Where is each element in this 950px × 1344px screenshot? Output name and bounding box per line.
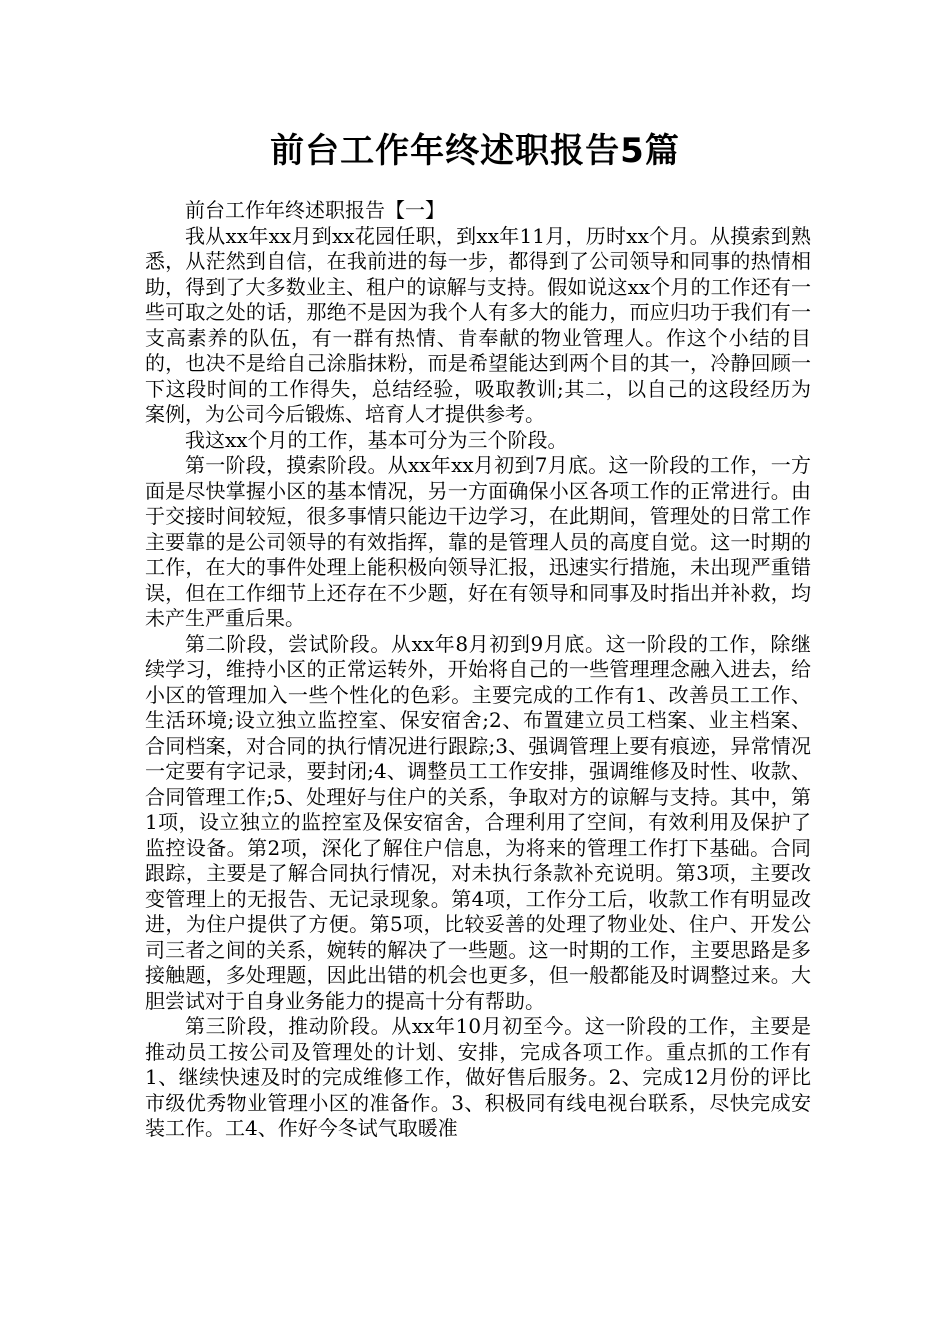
section-heading: 前台工作年终述职报告【一】 (185, 198, 445, 222)
body-paragraph: 第三阶段，推动阶段。从xx年10月初至今。这一阶段的工作，主要是推动员工按公司及管理处的计划、安排，完成各项工作。重点抓的工作有1、继续快速及时的完成维修工作，做好售后服务。2、完成12月份的评比市级优秀物业管理小区的准备作。3、积极同有线电视台联系，尽快完成安装工作。工4、作好今冬试气取暖准 (145, 1014, 811, 1140)
document-body (145, 198, 811, 1142)
body-paragraph: 第二阶段，尝试阶段。从xx年8月初到9月底。这一阶段的工作，除继续学习，维持小区的正常运转外，开始将自己的一些管理理念融入进去，给小区的管理加入一些个性化的色彩。主要完成的工作有1、改善员工工作、生活环境;设立独立监控室、保安宿舍;2、布置建立员工档案、业主档案、合同档案，对合同的执行情况进行跟踪;3、强调管理上要有痕迹，异常情况一定要有字记录，要封闭;4、调整员工工作安排，强调维修及时性、收款、合同管理工作;5、处理好与住户的关系，争取对方的谅解与支持。其中，第1项，设立独立的监控室及保安宿舍，合理利用了空间，有效利用及保护了监控设备。第2项，深化了解住户信息，为将来的管理工作打下基础。合同跟踪，主要是了解合同执行情况，对未执行条款补充说明。第3项，主要改变管理上的无报告、无记录现象。第4项，工作分工后，收款工作有明显改进，为住户提供了方便。第5项，比较妥善的处理了物业处、住户、开发公司三者之间的关系，婉转的解决了一些题。这一时期的工作，主要思路是多接触题，多处理题，因此出错的机会也更多，但一般都能及时调整过来。大胆尝试对于自身业务能力的提高十分有帮助。 (145, 631, 811, 1013)
body-paragraph: 我从xx年xx月到xx花园任职，到xx年11月，历时xx个月。从摸索到熟悉，从茫然到自信，在我前进的每一步，都得到了公司领导和同事的热情相助，得到了大多数业主、租户的谅解与支持。假如说这xx个月的工作还有一些可取之处的话，那绝不是因为我个人有多大的能力，而应归功于我们有一支高素养的队伍，有一群有热情、肯奉献的物业管理人。作这个小结的目的，也决不是给自己涂脂抹粉，而是希望能达到两个目的其一，冷静回顾一下这段时间的工作得失，总结经验，吸取教训;其二，以自己的这段经历为案例，为公司今后锻炼、培育人才提供参考。 (145, 223, 811, 426)
document-title: 前台工作年终述职报告5篇 (270, 131, 680, 171)
body-paragraph: 第一阶段，摸索阶段。从xx年xx月初到7月底。这一阶段的工作，一方面是尽快掌握小区的基本情况，另一方面确保小区各项工作的正常进行。由于交接时间较短，很多事情只能边干边学习，在此期间，管理处的日常工作主要靠的是公司领导的有效指挥，靠的是管理人员的高度自觉。这一时期的工作，在大的事件处理上能积极向领导汇报，迅速实行措施，未出现严重错误，但在工作细节上还存在不少题，好在有领导和同事及时指出并补救，均未产生严重后果。 (145, 453, 811, 630)
body-paragraph: 我这xx个月的工作，基本可分为三个阶段。 (185, 427, 568, 452)
